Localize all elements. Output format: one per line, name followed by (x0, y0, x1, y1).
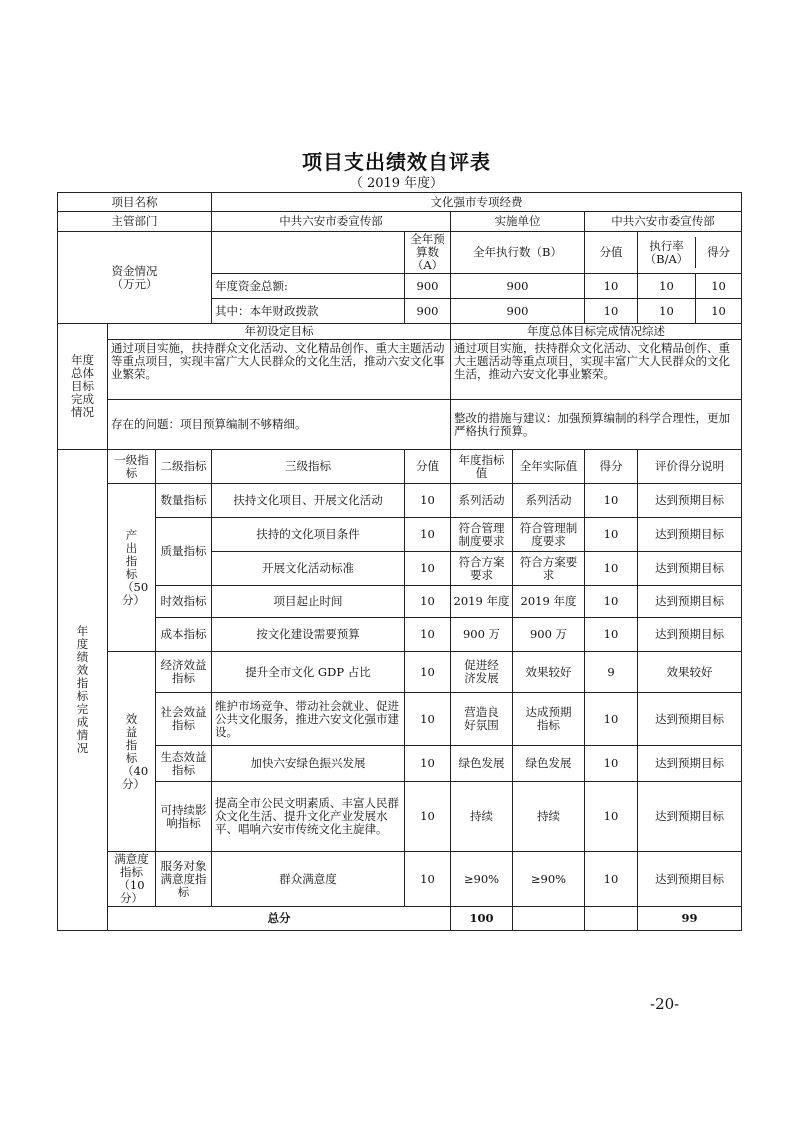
funds-score: 10 (585, 299, 638, 324)
indicator-actual: 效果较好 (513, 652, 585, 693)
level1-benefit: 效益指标（40分） (108, 652, 156, 852)
indicator-target: 符合管理制度要求 (451, 518, 513, 552)
planned-goal-header: 年初设定目标 (108, 324, 451, 340)
rate-points-header-cell (638, 232, 742, 274)
actual-goal-header: 年度总体目标完成情况综述 (451, 324, 742, 340)
project-name-label: 项目名称 (58, 193, 212, 212)
indicator-score: 10 (405, 618, 451, 652)
project-name-row (58, 193, 742, 212)
indicator-actual: ≥90% (513, 852, 585, 907)
dept-label: 主管部门 (58, 212, 212, 232)
indicator-points: 10 (585, 746, 638, 782)
table-row (58, 852, 742, 907)
indicator-score: 10 (405, 746, 451, 782)
indicator-comment: 达到预期目标 (638, 552, 742, 586)
indicator-score: 10 (405, 652, 451, 693)
indicator-points: 10 (585, 782, 638, 852)
funds-points: 10 (711, 278, 726, 293)
level2-service-satisfaction: 服务对象满意度指标 (156, 852, 212, 907)
goals-header-row (58, 324, 742, 340)
indicator-target: 2019 年度 (451, 586, 513, 618)
funds-label: 资金情况 （万元） (58, 232, 212, 324)
page-title: 项目支出绩效自评表 (302, 150, 491, 174)
indicator-target: 符合方案要求 (451, 552, 513, 586)
table-row (58, 518, 742, 552)
points-header: 得分 (707, 245, 731, 259)
indicator-comment: 达到预期目标 (638, 484, 742, 518)
indicator-score: 10 (405, 552, 451, 586)
page-subtitle: （ 2019 年度） (349, 176, 444, 191)
indicator-target: ≥90% (451, 852, 513, 907)
level3-name: 维护市场竞争、带动社会就业、促进公共文化服务，推进六安文化强市建设。 (212, 693, 405, 746)
indicator-target: 系列活动 (451, 484, 513, 518)
level3-name: 扶持的文化项目条件 (212, 518, 405, 552)
indicator-points: 10 (585, 693, 638, 746)
indicator-score: 10 (405, 484, 451, 518)
budget-header: 全年预算数（A） (405, 232, 451, 274)
department-row (58, 212, 742, 232)
indicator-points: 9 (585, 652, 638, 693)
indicator-target: 绿色发展 (451, 746, 513, 782)
level3-name: 项目起止时间 (212, 586, 405, 618)
goals-text-row (58, 340, 742, 400)
level3-name: 提升全市文化 GDP 占比 (212, 652, 405, 693)
indicator-comment: 达到预期目标 (638, 852, 742, 907)
funds-rate: 10 (638, 299, 696, 323)
indicator-comment: 达到预期目标 (638, 586, 742, 618)
level3-name: 扶持文化项目、开展文化活动 (212, 484, 405, 518)
level2-sustainable: 可持续影响指标 (156, 782, 212, 852)
funds-row-label: 其中：本年财政拨款 (212, 299, 405, 324)
indicator-target: 营造良好氛围 (451, 693, 513, 746)
funds-exec: 900 (451, 274, 585, 299)
level1-output: 产出指标（50分） (108, 484, 156, 652)
table-row (58, 652, 742, 693)
funds-rate: 10 (638, 274, 696, 298)
goals-section-label: 年度总体目标完成情况 (58, 324, 108, 450)
funds-budget: 900 (405, 299, 451, 324)
indicator-target: 持续 (451, 782, 513, 852)
score-col-header: 分值 (405, 450, 451, 484)
indicator-actual: 绿色发展 (513, 746, 585, 782)
indicator-score: 10 (405, 693, 451, 746)
indicator-actual: 900 万 (513, 618, 585, 652)
indicator-score: 10 (405, 518, 451, 552)
level2-ecological: 生态效益指标 (156, 746, 212, 782)
funds-row-label: 年度资金总额: (212, 274, 405, 299)
table-row (58, 782, 742, 852)
indicator-points: 10 (585, 618, 638, 652)
indicator-actual: 2019 年度 (513, 586, 585, 618)
self-evaluation-table (57, 192, 742, 931)
funds-rate-points-cell (638, 299, 742, 324)
indicator-comment: 达到预期目标 (638, 618, 742, 652)
indicator-points: 10 (585, 518, 638, 552)
actual-goal-text: 通过项目实施，扶持群众文化活动、文化精品创作、重大主题活动等重点项目，实现丰富广大人民群众的文化生活，推动六安文化事业繁荣。 (451, 340, 742, 400)
funds-blank-cell (212, 232, 405, 274)
points-col-header: 得分 (585, 450, 638, 484)
table-row (58, 693, 742, 746)
indicator-comment: 效果较好 (638, 652, 742, 693)
level3-name: 群众满意度 (212, 852, 405, 907)
level2-cost: 成本指标 (156, 618, 212, 652)
level2-timeliness: 时效指标 (156, 586, 212, 618)
level3-name: 提高全市公民文明素质、丰富人民群众文化生活、提升文化产业发展水平、唱响六安市传统文化主旋律。 (212, 782, 405, 852)
exec-header: 全年执行数（B） (451, 232, 585, 274)
funds-header-row (58, 232, 742, 274)
total-blank-actual (585, 907, 638, 931)
problem-text: 存在的问题：项目预算编制不够精细。 (108, 400, 451, 450)
planned-goal-text: 通过项目实施，扶持群众文化活动、文化精品创作、重大主题活动等重点项目，实现丰富广大人民群众的文化生活，推动六安文化事业繁荣。 (108, 340, 451, 400)
impl-label: 实施单位 (451, 212, 585, 232)
target-col-header: 年度指标值 (451, 450, 513, 484)
funds-points: 10 (711, 303, 726, 318)
table-row (58, 484, 742, 518)
goals-issue-row (58, 400, 742, 450)
project-name-value: 文化强市专项经费 (212, 193, 742, 212)
indicator-points: 10 (585, 852, 638, 907)
total-points: 99 (638, 907, 742, 931)
level3-name: 按文化建设需要预算 (212, 618, 405, 652)
indicator-comment: 达到预期目标 (638, 518, 742, 552)
indicator-target: 促进经济发展 (451, 652, 513, 693)
indicator-score: 10 (405, 586, 451, 618)
indicator-target: 900 万 (451, 618, 513, 652)
indicator-points: 10 (585, 552, 638, 586)
indicator-score: 10 (405, 782, 451, 852)
indicator-comment: 达到预期目标 (638, 782, 742, 852)
score-header: 分值 (585, 232, 638, 274)
rate-header: 执行率（B/A） (638, 237, 696, 268)
total-row (58, 907, 742, 931)
level2-quantity: 数量指标 (156, 484, 212, 518)
level3-name: 开展文化活动标准 (212, 552, 405, 586)
funds-budget: 900 (405, 274, 451, 299)
level1-header: 一级指标 (108, 450, 156, 484)
funds-score: 10 (585, 274, 638, 299)
level3-header: 三级指标 (212, 450, 405, 484)
level2-social: 社会效益指标 (156, 693, 212, 746)
indicator-points: 10 (585, 586, 638, 618)
funds-exec: 900 (451, 299, 585, 324)
measure-text: 整改的措施与建议：加强预算编制的科学合理性，更加严格执行预算。 (451, 400, 742, 450)
table-row (58, 586, 742, 618)
table-row (58, 618, 742, 652)
table-row (58, 746, 742, 782)
funds-rate-points-cell (638, 274, 742, 299)
indicator-actual: 符合管理制度要求 (513, 518, 585, 552)
level1-satisfaction: 满意度指标（10分） (108, 852, 156, 907)
perf-section-label: 年度绩效指标完成情况 (58, 450, 108, 931)
total-label: 总分 (108, 907, 451, 931)
actual-col-header: 全年实际值 (513, 450, 585, 484)
level2-quality: 质量指标 (156, 518, 212, 586)
total-blank-target (513, 907, 585, 931)
indicator-score: 10 (405, 852, 451, 907)
indicator-comment: 达到预期目标 (638, 693, 742, 746)
indicator-points: 10 (585, 484, 638, 518)
page-number: -20- (650, 995, 680, 1013)
level2-economic: 经济效益指标 (156, 652, 212, 693)
indicator-actual: 符合方案要求 (513, 552, 585, 586)
perf-header-row (58, 450, 742, 484)
total-score: 100 (451, 907, 513, 931)
indicator-actual: 持续 (513, 782, 585, 852)
impl-value: 中共六安市委宣传部 (585, 212, 742, 232)
comment-col-header: 评价得分说明 (638, 450, 742, 484)
level3-name: 加快六安绿色振兴发展 (212, 746, 405, 782)
indicator-actual: 系列活动 (513, 484, 585, 518)
dept-value: 中共六安市委宣传部 (212, 212, 451, 232)
indicator-actual: 达成预期指标 (513, 693, 585, 746)
level2-header: 二级指标 (156, 450, 212, 484)
indicator-comment: 达到预期目标 (638, 746, 742, 782)
